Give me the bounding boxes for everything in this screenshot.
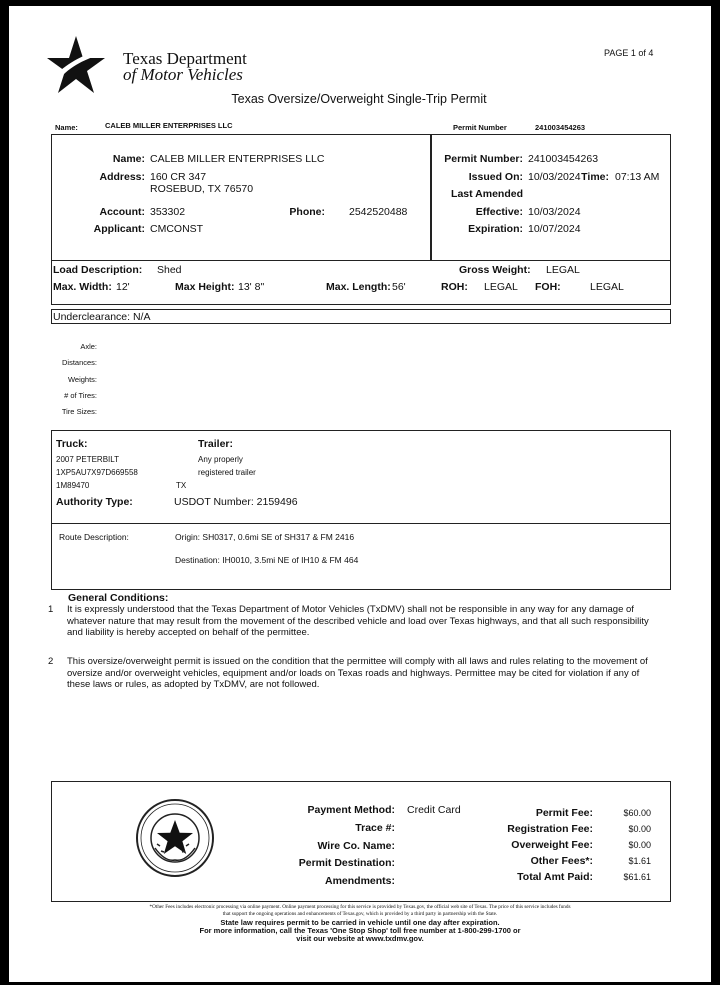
payment-method-value: Credit Card (407, 804, 461, 816)
load-desc-value: Shed (157, 264, 182, 276)
registration-fee-label: Registration Fee: (507, 823, 593, 835)
footer-website-notice: visit our website at www.txdmv.gov. (296, 934, 424, 943)
issued-value: 10/03/2024 (528, 171, 581, 183)
axle-tire-sizes-label: Tire Sizes: (61, 407, 97, 416)
trailer-line1: Any properly (198, 455, 243, 464)
gross-weight-value: LEGAL (546, 264, 580, 276)
max-length-value: 56' (392, 281, 406, 293)
condition-1-text: It is expressly understood that the Texas Department of Motor Vehicles (TxDMV) shall not be responsible in any way for any damage of whatever nature that may result from the movement of the described vehicle and load over Texas highways, and that all such responsibility and liability is hereby accepted on behalf of the permittee. (67, 604, 649, 638)
address-label: Address: (99, 171, 145, 183)
route-box (51, 523, 671, 590)
vehicle-box (51, 430, 671, 524)
plate-state: TX (176, 481, 187, 490)
other-fees-amount: $1.61 (628, 856, 651, 866)
route-origin: Origin: SH0317, 0.6mi SE of SH317 & FM 2416 (175, 532, 355, 542)
condition-2-number: 2 (48, 656, 54, 667)
wire-company-label: Wire Co. Name: (317, 840, 395, 852)
time-value: 07:13 AM (615, 171, 660, 183)
condition-1-number: 1 (48, 604, 54, 615)
load-desc-label: Load Description: (53, 264, 143, 276)
max-height-value: 13' 8" (238, 281, 265, 293)
total-paid-amount: $61.61 (623, 872, 651, 882)
max-width-value: 12' (116, 281, 130, 293)
effective-label: Effective: (475, 206, 523, 218)
overweight-fee-label: Overweight Fee: (511, 839, 593, 851)
name-label: Name: (112, 153, 145, 165)
conditions-title: General Conditions: (68, 592, 169, 604)
authority-type-label: Authority Type: (56, 496, 133, 508)
roh-label: ROH: (441, 281, 468, 293)
trailer-label: Trailer: (198, 438, 234, 450)
strip-permit-value: 241003454263 (535, 123, 586, 132)
permit-number-label: Permit Number: (444, 153, 523, 165)
fine-print-line2: that support the ongoing operations and enhancements of Texas.gov, which is provided by a third party in partnership with the State. (222, 911, 498, 917)
foh-value: LEGAL (590, 281, 624, 293)
effective-value: 10/03/2024 (528, 206, 581, 218)
axle-distances-label: Distances: (61, 358, 97, 367)
time-label: Time: (581, 171, 609, 183)
strip-name-label: Name: (55, 123, 78, 132)
total-paid-label: Total Amt Paid: (517, 871, 593, 883)
applicant-divider (430, 134, 432, 261)
strip-name-value: CALEB MILLER ENTERPRISES LLC (105, 121, 233, 130)
permit-number-value: 241003454263 (528, 153, 599, 165)
footer-phone-notice: For more information, call the Texas 'One Stop Shop' toll free number at 1-800-299-1700 or (199, 926, 521, 935)
truck-plate: 1M89470 (56, 481, 90, 490)
route-destination: Destination: IH0010, 3.5mi NE of IH10 & FM 464 (175, 555, 359, 565)
address-line1: 160 CR 347 (150, 171, 207, 183)
truck-line1: 2007 PETERBILT (56, 455, 119, 464)
payment-method-label: Payment Method: (307, 804, 395, 816)
axle-tires-label: # of Tires: (64, 391, 97, 400)
top-strip (51, 121, 671, 135)
trace-label: Trace #: (355, 822, 395, 834)
foh-label: FOH: (535, 281, 561, 293)
dept-name-line1: Texas Department (123, 49, 247, 68)
permit-fee-amount: $60.00 (623, 808, 651, 818)
txdmv-star-logo (45, 34, 107, 96)
account-label: Account: (99, 206, 145, 218)
underclearance-value: Underclearance: N/A (53, 311, 151, 323)
strip-permit-label: Permit Number (453, 123, 507, 132)
footer-law-notice: State law requires permit to be carried in vehicle until one day after expiration. (220, 918, 500, 927)
amendments-label: Amendments: (324, 875, 395, 887)
truck-vin: 1XP5AU7X97D669558 (56, 468, 138, 477)
name-value: CALEB MILLER ENTERPRISES LLC (150, 153, 325, 165)
axle-weights-label: Weights: (67, 375, 97, 384)
expiration-label: Expiration: (468, 223, 523, 235)
phone-value: 2542520488 (349, 206, 408, 218)
texas-state-seal-icon (135, 798, 215, 878)
dept-name-line2: of Motor Vehicles (123, 65, 243, 84)
other-fees-label: Other Fees*: (530, 855, 593, 867)
permit-fee-label: Permit Fee: (535, 807, 593, 819)
fine-print-line1: *Other Fees includes electronic processing via online payment. Online payment processing for this service is provided by Texas.gov, the official web site of Texas. The price of this service includes funds (149, 904, 571, 910)
issued-label: Issued On: (468, 171, 523, 183)
overweight-fee-amount: $0.00 (628, 840, 651, 850)
account-value: 353302 (150, 206, 186, 218)
permit-destination-label: Permit Destination: (298, 857, 395, 869)
axle-label: Axle: (80, 342, 97, 351)
authority-value: USDOT Number: 2159496 (174, 496, 298, 508)
applicant-value: CMCONST (150, 223, 204, 235)
applicant-label: Applicant: (93, 223, 145, 235)
trailer-line2: registered trailer (198, 468, 256, 477)
max-width-label: Max. Width: (53, 281, 112, 293)
condition-2-text: This oversize/overweight permit is issued on the condition that the permittee will comply with all laws and rules relating to the movement of oversize and/or overweight vehicles, equipment and/or loads on Texas roads and highways. Permittee may be cited for violation if any of these laws or rules, as adopted by TxDMV, are not followed. (67, 656, 648, 690)
expiration-value: 10/07/2024 (528, 223, 581, 235)
phone-label: Phone: (289, 206, 325, 218)
roh-value: LEGAL (484, 281, 518, 293)
max-length-label: Max. Length: (326, 281, 391, 293)
address-line2: ROSEBUD, TX 76570 (150, 183, 254, 195)
last-amended-label: Last Amended (451, 188, 523, 200)
registration-fee-amount: $0.00 (628, 824, 651, 834)
page-number: PAGE 1 of 4 (604, 48, 654, 58)
gross-weight-label: Gross Weight: (459, 264, 531, 276)
document-title: Texas Oversize/Overweight Single-Trip Permit (231, 92, 487, 106)
max-height-label: Max Height: (175, 281, 235, 293)
truck-label: Truck: (56, 438, 88, 450)
route-label: Route Description: (59, 532, 129, 542)
permit-page (9, 6, 711, 982)
